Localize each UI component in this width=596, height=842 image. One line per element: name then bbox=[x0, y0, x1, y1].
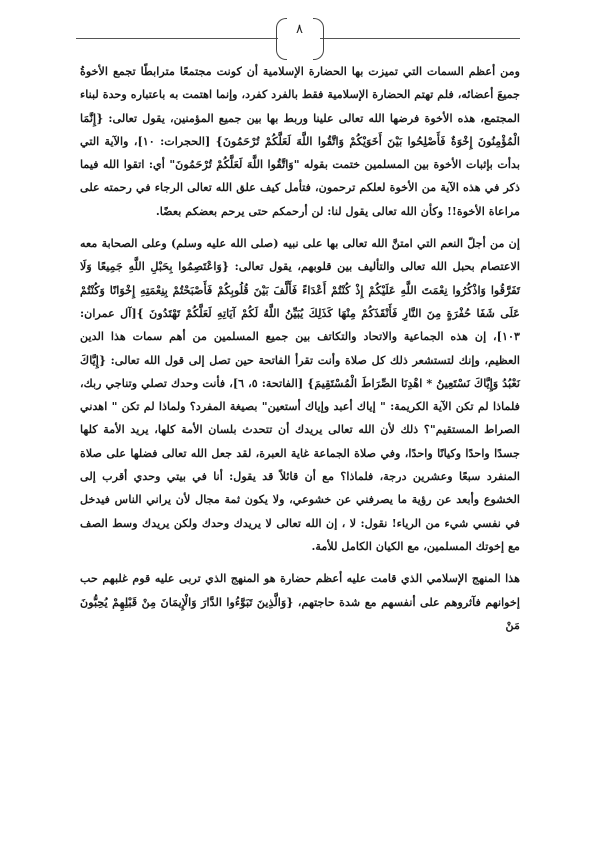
page-number: ٨ bbox=[296, 22, 303, 37]
paragraph-unity: إن من أجلّ النعم التي امتنَّ الله تعالى بها على نبيه (صلى الله عليه وسلم) وعلى الصحابة معه الاعتصام بحبل الله تعالى والتأليف بين قلوبهم، يقول تعالى: {وَاعْتَصِمُوا بِحَبْلِ اللَّهِ جَمِيعًا وَلَا تَفَرَّقُوا وَاذْكُرُوا نِعْمَتَ اللَّهِ عَلَيْكُمْ إِذْ كُنْتُمْ أَعْدَاءً فَأَلَّفَ بَيْنَ قُلُوبِكُمْ فَأَصْبَحْتُمْ بِنِعْمَتِهِ إِخْوَانًا وَكُنْتُمْ عَلَى شَفَا حُفْرَةٍ مِنَ النَّارِ فَأَنْقَذَكُمْ مِنْهَا كَذَلِكَ يُبَيِّنُ اللَّهُ لَكُمْ آيَاتِهِ لَعَلَّكُمْ تَهْتَدُونَ }[آل عمران: ١٠٣]، إن هذه الجماعية والاتحاد والتكاتف بين جميع المسلمين من أهم سمات هذا الدين العظيم، وإنك لتستشعر ذلك كل صلاة وأنت تقرأ الفاتحة حين تصل إلى قول الله تعالى: {إِيَّاكَ نَعْبُدُ وَإِيَّاكَ نَسْتَعِينُ * اهْدِنَا الصِّرَاطَ الْمُسْتَقِيمَ} [الفاتحة: ٥، ٦]، فأنت وحدك تصلي وتناجي ربك، فلماذا لم تكن الآية الكريمة: " إياك أعبد وإياك أستعين" بصيغة المفرد؟ ولماذا لم تكن " اهدني الصراط المستقيم"؟ ذلك لأن الله تعالى يريدك أن تتحدث بلسان الأمة كلها، يريد الأمة كلها جسدًا واحدًا وكيانًا واحدًا، وفي صلاة الجماعة غاية العبرة، لقد جعل الله تعالى فضلها على صلاة المنفرد سبعًا وعشرين درجة، فلماذا؟ مع أن قائلاً قد يقول: أنا في بيتي وحدي أقرب إلى الخشوع وأبعد عن رؤية ما يصرفني عن خشوعي، ولا يكون ثمة مجال لأن يراني الناس فيدخل في نفسي شيء من الرياء! نقول: لا ، إن الله تعالى لا يريدك وحدك ولكن يريدك وسط الصف مع إخوتك المسلمين، مع الكيان الكامل للأمة. bbox=[80, 236, 521, 553]
page-body bbox=[80, 60, 520, 646]
page-number-bracket-right bbox=[313, 18, 324, 60]
paragraph-islamic-method: هذا المنهج الإسلامي الذي قامت عليه أعظم حضارة هو المنهج الذي تربى عليه قوم غلبهم حب إخوانهم فآثروهم على أنفسهم مع شدة حاجتهم، {وَالَّذِينَ تَبَوَّءُوا الدَّارَ وَالْإِيمَانَ مِنْ قَبْلِهِمْ يُحِبُّونَ مَنْ bbox=[80, 571, 520, 632]
header-rule-right bbox=[320, 38, 520, 39]
header-rule-left bbox=[76, 38, 278, 39]
paragraph-brotherhood: ومن أعظم السمات التي تميزت بها الحضارة الإسلامية أن كونت مجتمعًا مترابطًا تجمع الأخوةُ جميعَ أعضائه، فلم تهتم الحضارة الإسلامية فقط بالفرد كفرد، وإنما اهتمت به باعتباره وحدة لبناء المجتمع، هذه الأخوة فرضها الله تعالى علينا وربط بها بين جميع المؤمنين، يقول تعالى: {إِنَّمَا الْمُؤْمِنُونَ إِخْوَةٌ فَأَصْلِحُوا بَيْنَ أَخَوَيْكُمْ وَاتَّقُوا اللَّهَ لَعَلَّكُمْ تُرْحَمُونَ} [الحجرات: ١٠]، والآية التي بدأت بإثبات الأخوة بين المسلمين ختمت بقوله "وَاتَّقُوا اللَّهَ لَعَلَّكُمْ تُرْحَمُونَ" أي: اتقوا الله فيما ذكر في هذه الآية من الأخوة لعلكم ترحمون، فتأمل كيف علق الله تعالى الرجاء في رحمته على مراعاة الأخوة!! وكأن الله تعالى يقول لنا: لن أرحمكم حتى يرحم بعضكم بعضًا. bbox=[80, 64, 521, 218]
